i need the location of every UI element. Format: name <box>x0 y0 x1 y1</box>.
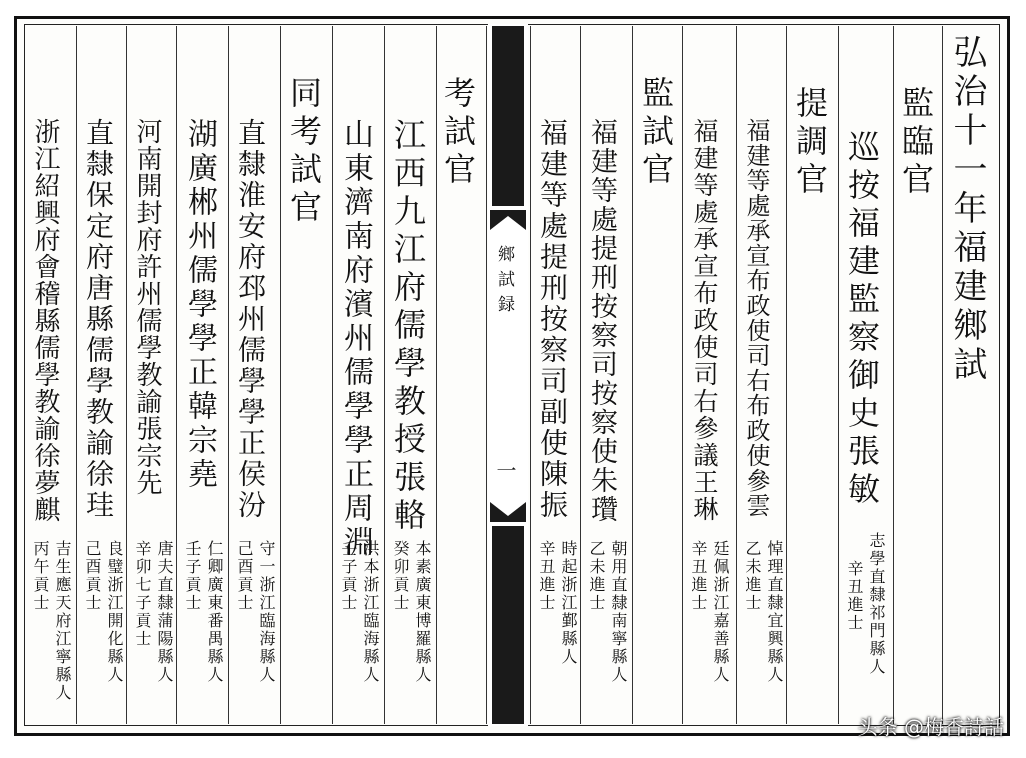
jianlin-note-origin: 志學直隸祁門縣人 <box>867 532 886 676</box>
column-rule <box>176 26 177 724</box>
column-rule <box>384 26 385 724</box>
center-band-bottom <box>492 526 524 724</box>
tongkao-name-4: 直隸保定府唐縣儒學教諭徐珪 <box>82 118 115 521</box>
tongkao-name-5: 浙江紹興府會稽縣儒學教諭徐夢麒 <box>30 118 60 523</box>
tongkao-note-degree: 己酉貢士 <box>235 540 254 612</box>
tongkao-heading: 同考試官 <box>285 76 323 228</box>
tongkao-5-note-origin: 吉生應天府江寧縣人 <box>53 540 72 702</box>
kaoshi-name: 江西九江府儒學教授張輅 <box>389 118 427 536</box>
tongkao-name-2: 湖廣郴州儒學學正韓宗堯 <box>182 118 217 492</box>
jianlin-name: 巡按福建監察御史張敏 <box>843 130 881 510</box>
column-rule <box>893 26 894 724</box>
tongkao-note-origin: 守一浙江臨海縣人 <box>257 540 276 684</box>
kaoshi-name-2: 山東濟南府濱州儒學學正周淵 <box>338 118 373 560</box>
tongkao-name-3: 河南開封府許州儒學教諭張宗先 <box>132 118 162 496</box>
tongkao-name: 直隸淮安府邳州儒學學正侯汾 <box>234 118 267 521</box>
jianshi-heading: 監試官 <box>637 76 675 190</box>
column-rule <box>126 26 127 724</box>
tidiao-2-note-degree: 辛丑進士 <box>689 540 708 612</box>
tongkao-2-note-degree: 壬子貢士 <box>183 540 202 612</box>
tongkao-4-note-degree: 己酉貢士 <box>83 540 102 612</box>
kaoshi-note-degree: 癸卯貢士 <box>391 540 410 612</box>
jianshi-note-degree: 乙未進士 <box>587 540 606 612</box>
column-rule <box>682 26 683 724</box>
tidiao-name-2: 福建等處承宣布政使司右參議王琳 <box>690 118 719 523</box>
column-rule <box>736 26 737 724</box>
kaoshi-note-origin: 本素廣東博羅縣人 <box>413 540 432 684</box>
fishtail-bottom-icon <box>490 502 526 522</box>
jianshi-2-note-degree: 辛丑進士 <box>537 540 556 612</box>
tongkao-4-note-origin: 良璧浙江開化縣人 <box>105 540 124 684</box>
column-rule <box>530 26 531 724</box>
kaoshi-2-note-degree: 壬子貢士 <box>339 540 358 612</box>
tidiao-name: 福建等處承宣布政使司右布政使參雲 <box>742 118 770 518</box>
tongkao-5-note-degree: 丙午貢士 <box>31 540 50 612</box>
column-rule <box>332 26 333 724</box>
center-book-title: 鄉試録 <box>494 245 514 320</box>
jianlin-note-degree: 辛丑進士 <box>845 560 864 632</box>
tongkao-2-note-origin: 仁卿廣東番禺縣人 <box>205 540 224 684</box>
page-title: 弘治十一年福建鄉試 <box>947 34 987 385</box>
column-rule <box>632 26 633 724</box>
jianshi-note-origin: 朝用直隸南寧縣人 <box>609 540 628 684</box>
column-rule <box>228 26 229 724</box>
column-rule <box>786 26 787 724</box>
column-rule <box>436 26 437 724</box>
kaoshi-heading: 考試官 <box>439 76 477 190</box>
tidiao-2-note-origin: 廷佩浙江嘉善縣人 <box>711 540 730 684</box>
column-rule <box>580 26 581 724</box>
tongkao-3-note-degree: 辛卯七子貢士 <box>133 540 152 648</box>
tidiao-heading: 提調官 <box>791 86 829 200</box>
tidiao-note-origin: 悼理直隸宜興縣人 <box>765 540 784 684</box>
jianlin-heading: 監臨官 <box>897 86 935 200</box>
tidiao-note-degree: 乙未進士 <box>743 540 762 612</box>
tongkao-3-note-origin: 唐夫直隸蒲陽縣人 <box>155 540 174 684</box>
column-rule <box>280 26 281 724</box>
center-band-top <box>492 26 524 206</box>
column-rule <box>942 26 943 724</box>
watermark-text: 头条 @梅香詩話 <box>857 715 1004 739</box>
jianshi-name-2: 福建等處提刑按察司副使陳振 <box>536 118 569 521</box>
kaoshi-2-note-origin: 洪本浙江臨海縣人 <box>361 540 380 684</box>
jianshi-name: 福建等處提刑按察司按察使朱瓚 <box>586 118 617 524</box>
jianshi-2-note-origin: 時起浙江鄞縣人 <box>559 540 578 666</box>
column-rule <box>76 26 77 724</box>
center-page-number: 一 <box>493 460 517 480</box>
column-rule <box>486 26 487 724</box>
column-rule <box>838 26 839 724</box>
fishtail-top-icon <box>490 210 526 230</box>
